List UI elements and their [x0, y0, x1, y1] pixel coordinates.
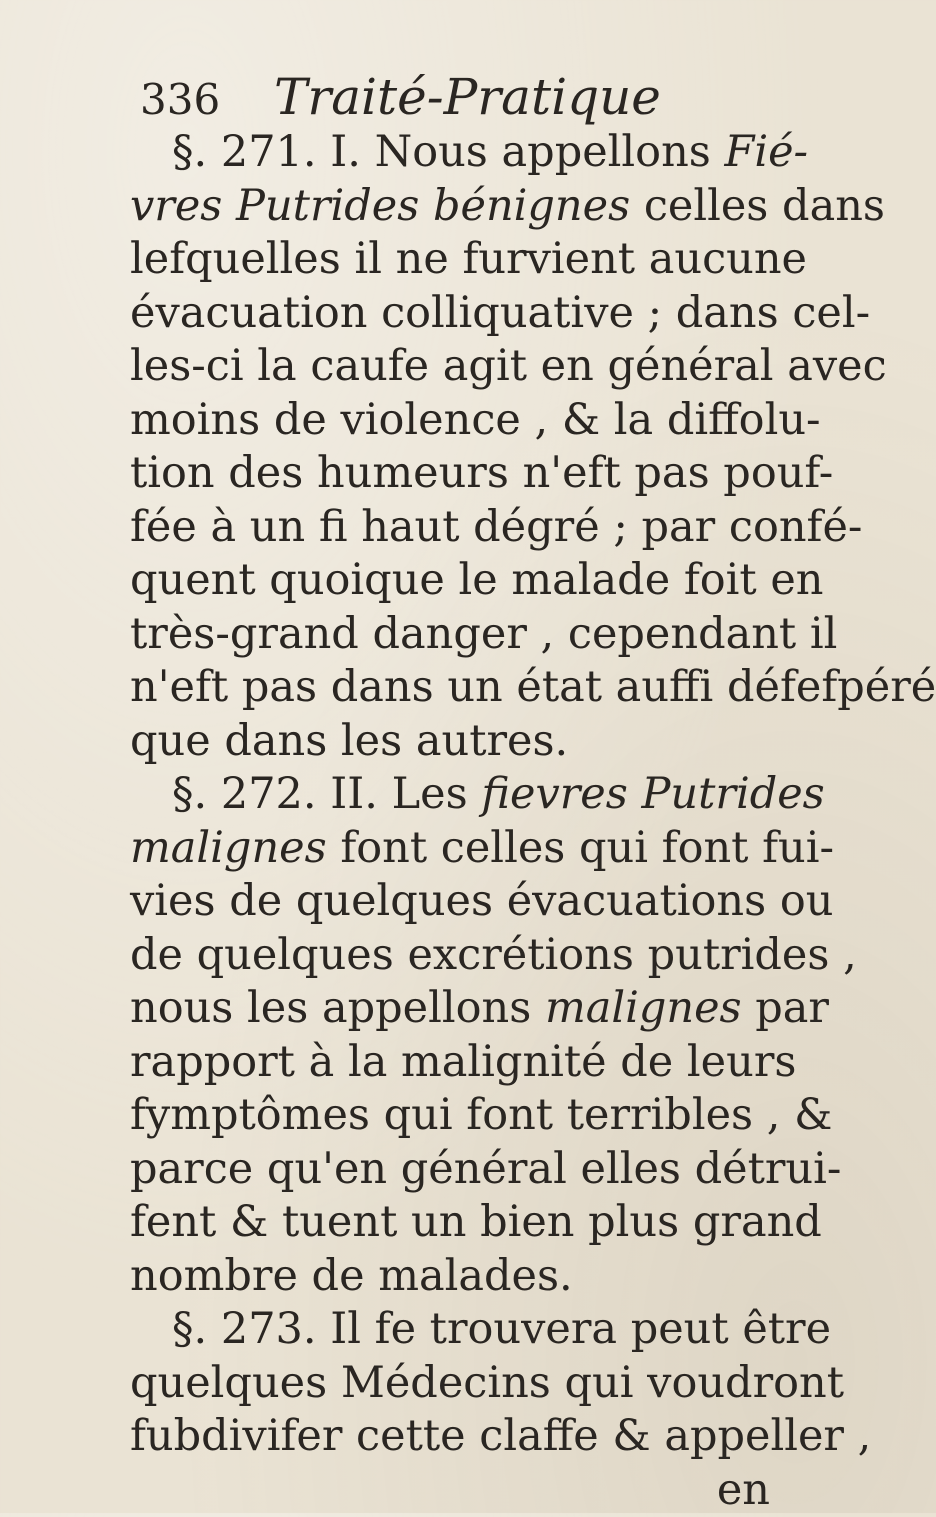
- text-line: évacuation colliquative ; dans cel-: [130, 287, 770, 341]
- text-line: de quelques excrétions putrides ,: [130, 929, 770, 983]
- catchword: en: [130, 1464, 770, 1517]
- italic-word: Putrides: [642, 769, 825, 819]
- text-line: fymptômes qui font terribles , &: [130, 1089, 770, 1143]
- italic-word: fievres: [481, 769, 628, 819]
- text-line: très-grand danger , cependant il: [130, 608, 770, 662]
- page-number: 336: [140, 79, 260, 121]
- text-line: fubdivifer cette claffe & appeller ,: [130, 1410, 770, 1464]
- text-line: nous les appellons malignes par: [130, 982, 770, 1036]
- text-line: §. 272. II. Les fievres Putrides: [130, 768, 770, 822]
- text-line: vres Putrides bénignes celles dans: [130, 180, 770, 234]
- italic-word: Fié-: [725, 127, 809, 177]
- text-line: fée à un fi haut dégré ; par confé-: [130, 501, 770, 555]
- text-line: quent quoique le malade foit en: [130, 554, 770, 608]
- text-line: §. 271. I. Nous appellons Fié-: [130, 126, 770, 180]
- italic-word: Putrides: [236, 181, 419, 231]
- text-line: vies de quelques évacuations ou: [130, 875, 770, 929]
- text-line: tion des humeurs n'eft pas pouf-: [130, 447, 770, 501]
- text-line: que dans les autres.: [130, 715, 770, 769]
- text-line: rapport à la malignité de leurs: [130, 1036, 770, 1090]
- italic-word: malignes: [545, 983, 742, 1033]
- text-line: §. 273. Il fe trouvera peut être: [130, 1303, 770, 1357]
- text-line: nombre de malades.: [130, 1250, 770, 1304]
- text-line: les-ci la caufe agit en général avec: [130, 340, 770, 394]
- italic-word: bénignes: [433, 181, 630, 231]
- body-text: [130, 126, 770, 1517]
- italic-word: malignes: [130, 823, 327, 873]
- italic-word: vres: [130, 181, 222, 231]
- text-line: quelques Médecins qui voudront: [130, 1357, 770, 1411]
- text-line: lefquelles il ne furvient aucune: [130, 233, 770, 287]
- page-header: [140, 72, 661, 122]
- running-title: Traité-Pratique: [274, 68, 661, 126]
- text-line: moins de violence , & la diffolu-: [130, 394, 770, 448]
- text-line: fent & tuent un bien plus grand: [130, 1196, 770, 1250]
- text-line: parce qu'en général elles détrui-: [130, 1143, 770, 1197]
- text-line: malignes font celles qui font fui-: [130, 822, 770, 876]
- text-line: n'eft pas dans un état auffi défefpéré: [130, 661, 770, 715]
